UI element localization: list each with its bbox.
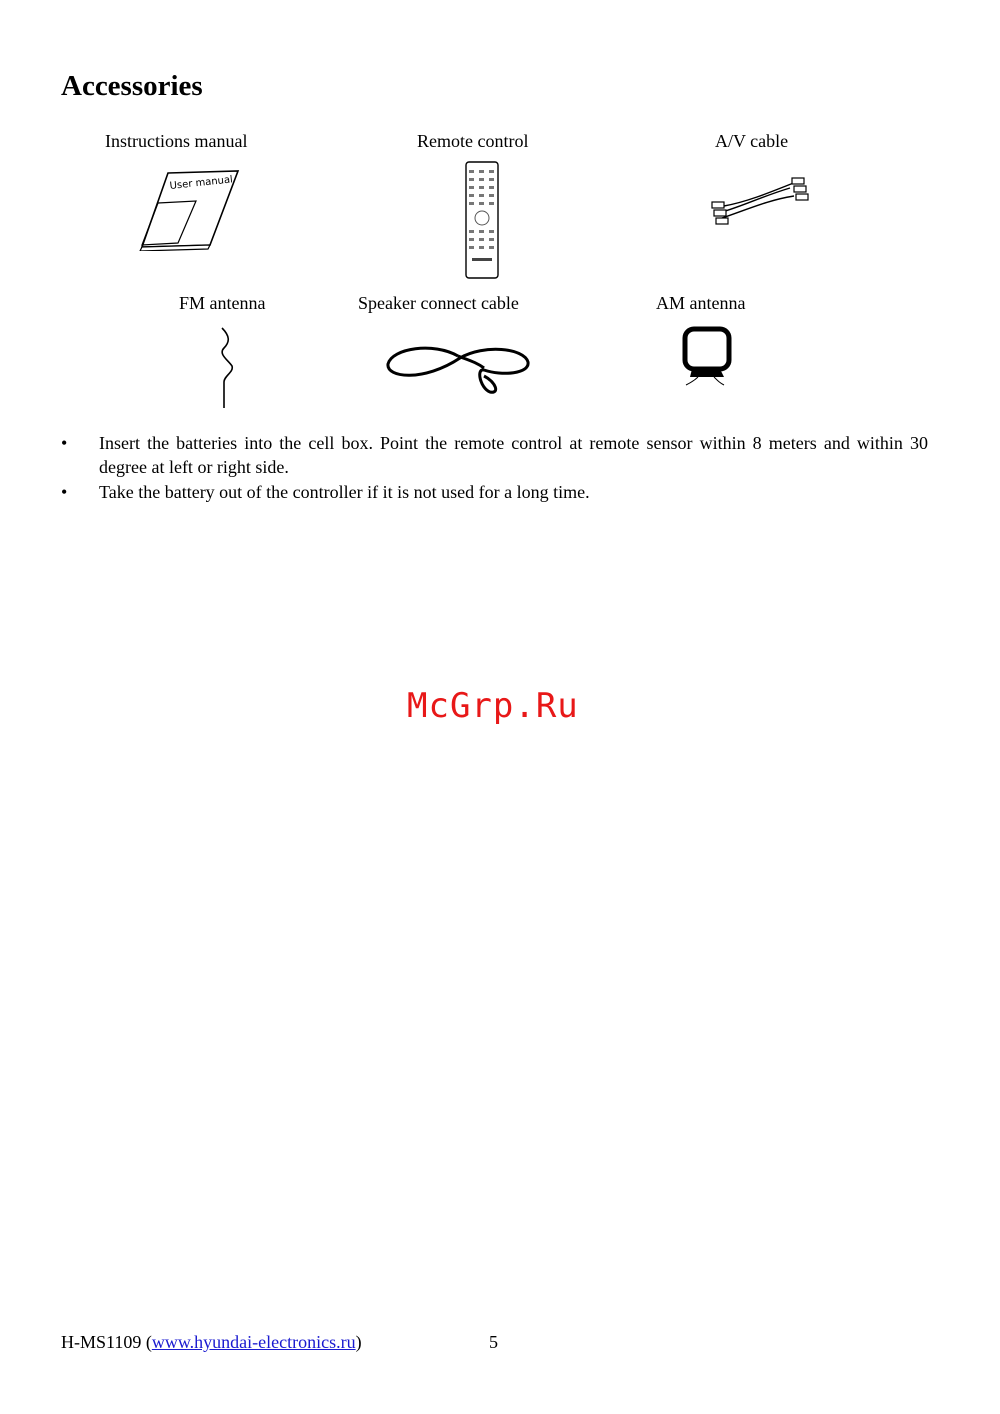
label-av-cable: A/V cable — [715, 131, 789, 151]
bullet-icon: • — [61, 482, 68, 502]
label-remote-control: Remote control — [417, 131, 529, 151]
label-fm-antenna: FM antenna — [179, 293, 266, 313]
am-antenna-illustration — [680, 325, 738, 387]
footer-close-paren: ) — [355, 1332, 362, 1352]
page-heading: Accessories — [61, 70, 203, 102]
remote-control-illustration — [464, 160, 500, 280]
page-number: 5 — [489, 1332, 498, 1352]
bullet-list — [61, 431, 928, 505]
label-am-antenna: AM antenna — [656, 293, 746, 313]
manual-cover-text: User manual — [169, 174, 234, 192]
footer-model-text: H-MS1109 ( — [61, 1332, 152, 1352]
user-manual-illustration — [138, 165, 242, 251]
footer-website-link[interactable]: www.hyundai-electronics.ru — [151, 1332, 356, 1352]
list-item — [61, 431, 928, 479]
bullet-icon: • — [61, 433, 68, 453]
bullet-text: Insert the batteries into the cell box. Point the remote control at remote sensor within 8 meters and within 30 degree at left or right side. — [99, 433, 928, 477]
fm-antenna-illustration — [214, 326, 238, 410]
label-instructions-manual: Instructions manual — [105, 131, 248, 151]
speaker-cable-illustration — [384, 340, 534, 396]
label-speaker-cable: Speaker connect cable — [358, 293, 519, 313]
watermark: McGrp.Ru — [407, 686, 579, 726]
bullet-text: Take the battery out of the controller if it is not used for a long time. — [99, 482, 590, 502]
footer-model — [61, 1332, 362, 1353]
list-item — [61, 480, 928, 504]
av-cable-illustration — [708, 176, 814, 228]
